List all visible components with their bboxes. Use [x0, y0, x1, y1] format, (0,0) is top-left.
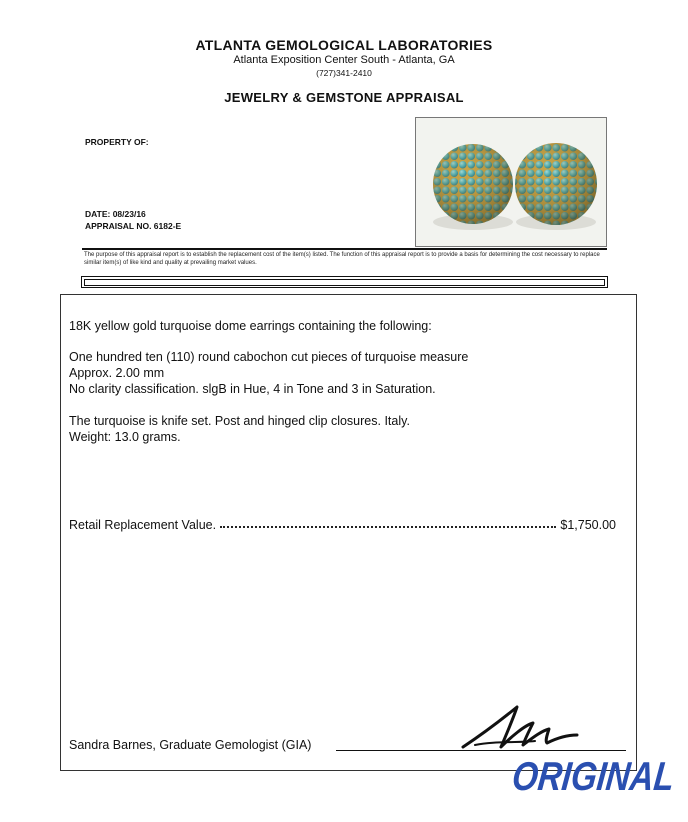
retail-value-amount: $1,750.00 — [560, 518, 616, 532]
dot-leader — [220, 525, 556, 528]
turquoise-earrings-photo — [415, 117, 607, 247]
document-title: JEWELRY & GEMSTONE APPRAISAL — [224, 90, 464, 105]
stone-count-line: One hundred ten (110) round cabochon cut pieces of turquoise measure — [69, 350, 469, 364]
setting-description — [69, 413, 410, 445]
weight-line: Weight: 13.0 grams. — [69, 430, 181, 444]
original-stamp — [510, 745, 677, 799]
purpose-statement: The purpose of this appraisal report is to establish the replacement cost of the item(s) listed. The function of this appraisal report is to provide a basis for determining the cost necessary to replace similar item(s) of like kind and quality at prevailing market values. — [84, 252, 600, 266]
date-field: DATE: 08/23/16 — [85, 209, 146, 219]
stone-description — [69, 349, 468, 397]
company-name: ATLANTA GEMOLOGICAL LABORATORIES — [195, 37, 493, 53]
setting-line: The turquoise is knife set. Post and hinged clip closures. Italy. — [69, 414, 410, 428]
company-phone: (727)341-2410 — [316, 68, 372, 78]
company-address: Atlanta Exposition Center South - Atlanta, GA — [233, 54, 455, 66]
retail-value-label: Retail Replacement Value. — [69, 518, 217, 532]
stone-size-line: Approx. 2.00 mm — [69, 366, 165, 380]
property-of-label: PROPERTY OF: — [85, 137, 149, 147]
item-description-heading: 18K yellow gold turquoise dome earrings containing the following: — [69, 319, 432, 333]
appraiser-name: Sandra Barnes, Graduate Gemologist (GIA) — [69, 738, 312, 752]
retail-value-row — [69, 518, 616, 532]
stone-grade-line: No clarity classification. slgB in Hue, 4 in Tone and 3 in Saturation. — [69, 382, 436, 396]
double-rule-bar-inner — [84, 279, 605, 286]
appraisal-number-field: APPRAISAL NO. 6182-E — [85, 221, 182, 231]
header-divider — [82, 248, 607, 250]
original-stamp-text: ORIGINAL — [510, 752, 677, 799]
